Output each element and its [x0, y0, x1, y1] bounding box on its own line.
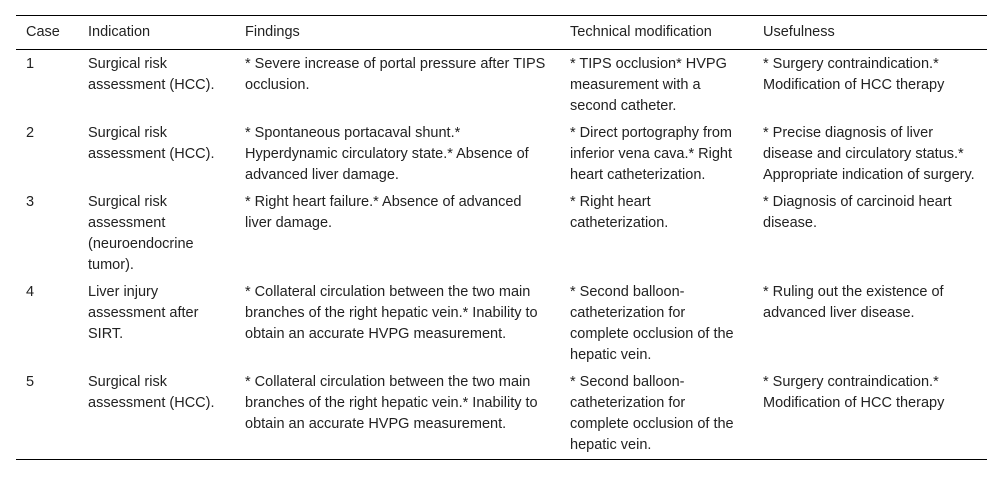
cell-usefulness: * Surgery contraindication.* Modification of HCC therapy: [763, 56, 945, 93]
cell-findings: * Right heart failure.* Absence of advanced liver damage.: [245, 194, 522, 231]
cell-indication: Surgical risk assessment (neuroendocrine tumor).: [88, 194, 194, 273]
table-header: [16, 16, 987, 50]
cell-case: 1: [26, 56, 35, 72]
cell-usefulness: * Precise diagnosis of liver disease and circulatory status.* Appropriate indication of surgery.: [763, 125, 975, 183]
cell-technical-modification: * Second balloon-catheterization for complete occlusion of the hepatic vein.: [560, 369, 753, 460]
cases-table: [16, 15, 987, 460]
cell-indication: Liver injury assessment after SIRT.: [88, 284, 199, 342]
table-row: [16, 279, 987, 369]
header-usefulness: Usefulness: [753, 16, 987, 50]
cell-findings: * Collateral circulation between the two main branches of the right hepatic vein.* Inability to obtain an accurate HVPG measurement.: [245, 284, 538, 342]
table-row: [16, 369, 987, 460]
header-technical-modification: Technical modification: [560, 16, 753, 50]
cell-indication: Surgical risk assessment (HCC).: [78, 369, 235, 460]
cell-technical-modification: * Second balloon-catheterization for complete occlusion of the hepatic vein.: [570, 284, 734, 363]
cell-technical-modification: * TIPS occlusion* HVPG measurement with a second catheter.: [570, 56, 727, 114]
cell-findings: * Collateral circulation between the two main branches of the right hepatic vein.* Inability to obtain an accurate HVPG measurement.: [235, 369, 560, 460]
cell-technical-modification: * Right heart catheterization.: [570, 194, 669, 231]
cell-usefulness: * Diagnosis of carcinoid heart disease.: [763, 194, 952, 231]
cell-usefulness: * Ruling out the existence of advanced liver disease.: [763, 284, 944, 321]
cell-indication: Surgical risk assessment (HCC).: [88, 125, 215, 162]
cell-technical-modification: * Direct portography from inferior vena cava.* Right heart catheterization.: [570, 125, 732, 183]
header-row: [16, 16, 987, 50]
cell-findings: * Severe increase of portal pressure after TIPS occlusion.: [245, 56, 546, 93]
header-case: Case: [16, 16, 78, 50]
table-row: [16, 120, 987, 189]
table-row: [16, 189, 987, 279]
cell-case: 3: [26, 194, 35, 210]
header-indication: Indication: [78, 16, 235, 50]
cell-case: 5: [16, 369, 78, 460]
cell-case: 2: [26, 125, 35, 141]
table-body: [16, 50, 987, 460]
cell-usefulness: * Surgery contraindication.* Modification of HCC therapy: [753, 369, 987, 460]
cell-case: 4: [26, 284, 35, 300]
cell-indication: Surgical risk assessment (HCC).: [88, 56, 215, 93]
cell-findings: * Spontaneous portacaval shunt.* Hyperdynamic circulatory state.* Absence of advanced liver damage.: [245, 125, 529, 183]
header-findings: Findings: [235, 16, 560, 50]
table-row: [16, 50, 987, 121]
